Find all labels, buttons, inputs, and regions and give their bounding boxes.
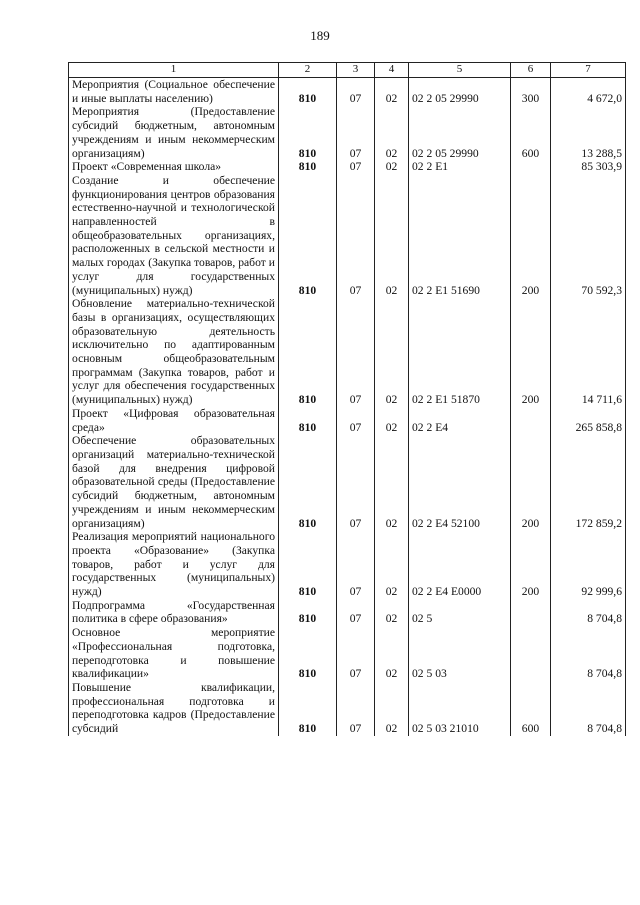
row-ved: 810	[279, 78, 337, 106]
row-section: 07	[337, 78, 375, 106]
row-target-article: 02 2 05 29990	[409, 105, 511, 160]
row-amount: 172 859,2	[551, 434, 626, 530]
header-col-7: 7	[551, 63, 626, 78]
row-amount: 265 858,8	[551, 407, 626, 434]
table-header-row	[69, 63, 626, 78]
row-amount: 8 704,8	[551, 681, 626, 736]
header-col-1: 1	[69, 63, 279, 78]
table-row	[69, 530, 626, 599]
row-ved: 810	[279, 681, 337, 736]
table-row	[69, 626, 626, 681]
row-section: 07	[337, 599, 375, 626]
row-name: Реализация мероприятий национального проекта «Образование» (Закупка товаров, работ и услуг для государственных (муниципальных) нужд)	[69, 530, 279, 599]
row-amount: 4 672,0	[551, 78, 626, 106]
header-col-5: 5	[409, 63, 511, 78]
page-number: 189	[310, 28, 330, 43]
row-name: Обеспечение образовательных организаций материально-технической базой для внедрения цифровой образовательной среды (Предоставление субсидий бюджетным, автономным учреждениям и иным некоммерческим организациям)	[69, 434, 279, 530]
row-ved: 810	[279, 599, 337, 626]
row-expense-type: 200	[511, 297, 551, 407]
row-name: Проект «Цифровая образовательная среда»	[69, 407, 279, 434]
row-target-article: 02 2 Е1 51870	[409, 297, 511, 407]
row-section: 07	[337, 530, 375, 599]
row-section: 07	[337, 297, 375, 407]
row-expense-type: 600	[511, 681, 551, 736]
row-expense-type: 300	[511, 78, 551, 106]
row-ved: 810	[279, 407, 337, 434]
row-target-article: 02 5 03	[409, 626, 511, 681]
row-expense-type	[511, 407, 551, 434]
row-name: Мероприятия (Предоставление субсидий бюджетным, автономным учреждениям и иным некоммерческим организациям)	[69, 105, 279, 160]
row-subsection: 02	[375, 599, 409, 626]
row-target-article: 02 2 Е4 Е0000	[409, 530, 511, 599]
row-target-article: 02 2 05 29990	[409, 78, 511, 106]
row-subsection: 02	[375, 297, 409, 407]
row-section: 07	[337, 626, 375, 681]
table-row	[69, 105, 626, 160]
header-col-3: 3	[337, 63, 375, 78]
row-subsection: 02	[375, 626, 409, 681]
row-subsection: 02	[375, 530, 409, 599]
row-expense-type	[511, 626, 551, 681]
row-section: 07	[337, 434, 375, 530]
header-col-2: 2	[279, 63, 337, 78]
row-subsection: 02	[375, 407, 409, 434]
row-amount: 14 711,6	[551, 297, 626, 407]
table-row	[69, 160, 626, 174]
row-target-article: 02 5 03 21010	[409, 681, 511, 736]
row-amount: 70 592,3	[551, 174, 626, 297]
row-ved: 810	[279, 160, 337, 174]
row-name: Обновление материально-технической базы в организациях, осуществляющих образовательную деятельность исключительно по адаптированным основным общеобразовательным программам (Закупка товаров, работ и услуг для обеспечения государственных (муниципальных) нужд)	[69, 297, 279, 407]
row-amount: 13 288,5	[551, 105, 626, 160]
row-subsection: 02	[375, 681, 409, 736]
row-name: Основное мероприятие «Профессиональная подготовка, переподготовка и повышение квалификации»	[69, 626, 279, 681]
row-ved: 810	[279, 530, 337, 599]
row-target-article: 02 2 Е1	[409, 160, 511, 174]
header-col-6: 6	[511, 63, 551, 78]
row-name: Проект «Современная школа»	[69, 160, 279, 174]
row-ved: 810	[279, 105, 337, 160]
header-col-4: 4	[375, 63, 409, 78]
budget-table	[68, 62, 626, 736]
row-target-article: 02 2 Е1 51690	[409, 174, 511, 297]
row-expense-type: 600	[511, 105, 551, 160]
row-subsection: 02	[375, 160, 409, 174]
table-row	[69, 681, 626, 736]
row-section: 07	[337, 160, 375, 174]
row-section: 07	[337, 174, 375, 297]
row-amount: 8 704,8	[551, 599, 626, 626]
row-name: Создание и обеспечение функционирования центров образования естественно-научной и технологической направленностей в общеобразовательных организациях, расположенных в сельской местности и малых городах (Закупка товаров, работ и услуг для государственных (муниципальных) нужд)	[69, 174, 279, 297]
table-row	[69, 78, 626, 106]
row-ved: 810	[279, 297, 337, 407]
row-expense-type	[511, 160, 551, 174]
row-ved: 810	[279, 174, 337, 297]
table-row	[69, 297, 626, 407]
row-name: Мероприятия (Социальное обеспечение и иные выплаты населению)	[69, 78, 279, 106]
row-ved: 810	[279, 626, 337, 681]
row-amount: 8 704,8	[551, 626, 626, 681]
row-amount: 85 303,9	[551, 160, 626, 174]
row-section: 07	[337, 105, 375, 160]
row-subsection: 02	[375, 434, 409, 530]
row-target-article: 02 5	[409, 599, 511, 626]
row-expense-type: 200	[511, 174, 551, 297]
row-name: Повышение квалификации, профессиональная подготовка и переподготовка кадров (Предоставление субсидий	[69, 681, 279, 736]
row-section: 07	[337, 681, 375, 736]
row-expense-type	[511, 599, 551, 626]
row-expense-type: 200	[511, 434, 551, 530]
table-row	[69, 434, 626, 530]
row-section: 07	[337, 407, 375, 434]
row-name: Подпрограмма «Государственная политика в сфере образования»	[69, 599, 279, 626]
row-subsection: 02	[375, 78, 409, 106]
row-target-article: 02 2 Е4	[409, 407, 511, 434]
row-ved: 810	[279, 434, 337, 530]
table-row	[69, 407, 626, 434]
row-subsection: 02	[375, 174, 409, 297]
row-target-article: 02 2 Е4 52100	[409, 434, 511, 530]
table-row	[69, 174, 626, 297]
table-row	[69, 599, 626, 626]
row-subsection: 02	[375, 105, 409, 160]
row-expense-type: 200	[511, 530, 551, 599]
row-amount: 92 999,6	[551, 530, 626, 599]
